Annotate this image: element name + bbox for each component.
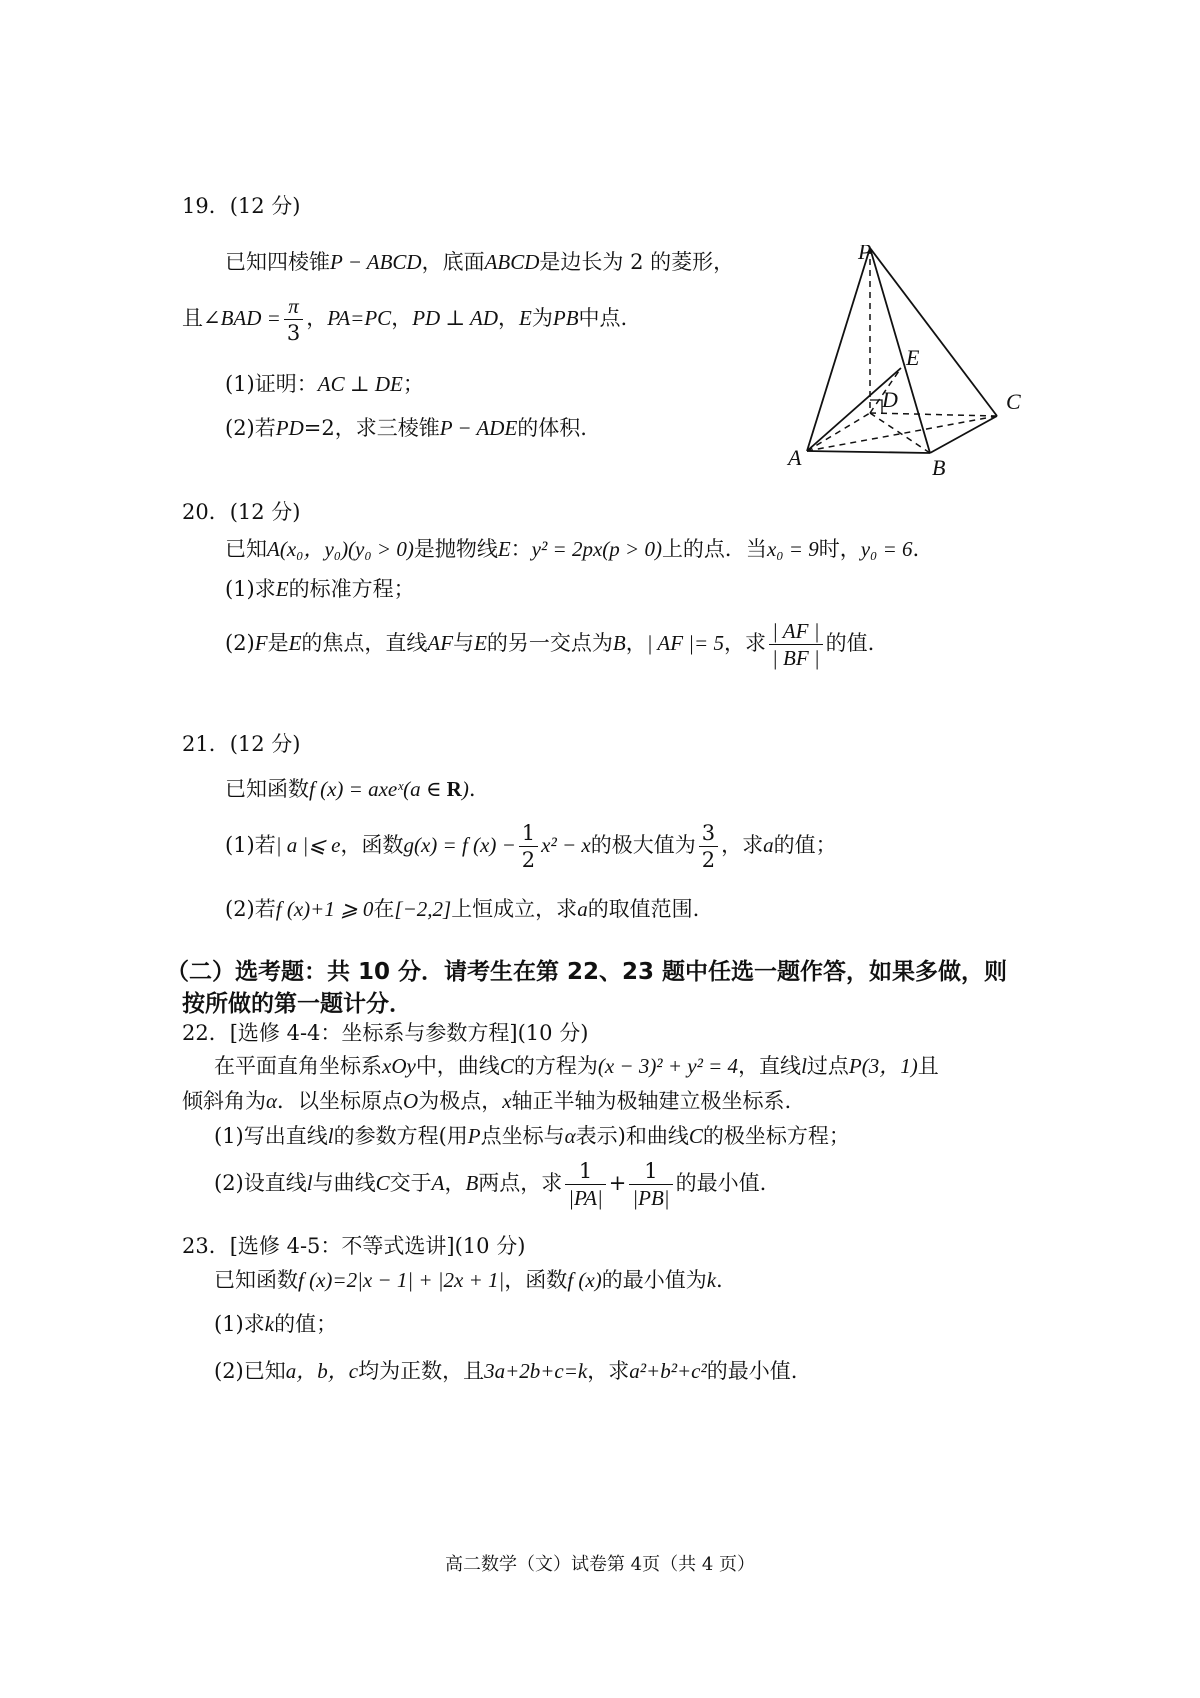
section2-line1: （二）选考题：共 10 分．请考生在第 22、23 题中任选一题作答，如果多做，则: [166, 959, 1008, 985]
q21-part1: (1)若| a |⩽ e，函数g(x) = f (x) − $\frac{1}{2}$ x² − x的极大值为 $\frac{3}{2}$ ，求a的值；: [225, 821, 837, 873]
q20-part2: (2)F是E的焦点，直线AF与E的另一交点为B，| AF |= 5，求 $\frac{| AF |}{| BF |}$ 的值.: [225, 619, 875, 671]
label-p: P: [858, 245, 872, 264]
q19-part2: (2)若PD=2，求三棱锥P − ADE的体积.: [225, 416, 587, 440]
q23-stem: 已知函数f (x)=2|x − 1| + |2x + 1|，函数f (x)的最小值为k.: [214, 1268, 723, 1292]
label-d: D: [882, 387, 898, 412]
pi-over-three-fraction: $\frac{\pi}{3}$: [284, 295, 303, 344]
q20-header: 20．(12 分): [182, 500, 301, 524]
q22-line1: 在平面直角坐标系xOy中，曲线C的方程为(x − 3)² + y² = 4，直线l过点P(3，1)且: [214, 1054, 939, 1078]
q23-header: 23．[选修 4-5：不等式选讲](10 分): [182, 1234, 526, 1258]
q22-header: 22．[选修 4-4：坐标系与参数方程](10 分): [182, 1021, 589, 1045]
af-over-bf-fraction: $\frac{| AF |}{| BF |}$: [769, 620, 823, 669]
one-half-fraction: $\frac{1}{2}$: [519, 822, 538, 871]
label-c: C: [1006, 389, 1021, 414]
q19-stem-line2: 且∠BAD = $\frac{\pi}{3}$ ，PA=PC，PD ⊥ AD，E为PB中点.: [182, 294, 628, 346]
q22-line2: 倾斜角为α．以坐标原点O为极点，x轴正半轴为极轴建立极坐标系.: [182, 1089, 792, 1113]
edge-ab: [807, 451, 930, 453]
edge-pa: [807, 248, 870, 451]
q19-part1: (1)证明：AC ⊥ DE；: [225, 372, 424, 396]
q19-header: 19．(12 分): [182, 194, 301, 218]
q20-part1: (1)求E的标准方程；: [225, 577, 415, 601]
q19-stem-line1: 已知四棱锥P − ABCD，底面ABCD是边长为 2 的菱形，: [225, 250, 735, 274]
q21-part2: (2)若f (x)+1 ⩾ 0在[−2,2]上恒成立，求a的取值范围.: [225, 897, 700, 921]
q21-stem: 已知函数f (x) = axeˣ(a ∈ R).: [225, 777, 476, 801]
edge-dc: [870, 413, 997, 416]
section2-line2: 按所做的第一题计分．: [182, 991, 412, 1017]
edge-db: [870, 413, 930, 453]
q23-part2: (2)已知a，b，c均为正数，且3a+2b+c=k，求a²+b²+c²的最小值.: [214, 1359, 798, 1383]
page-footer: 高二数学（文）试卷第 4页（共 4 页）: [444, 1554, 756, 1575]
q22-part2: (2)设直线l与曲线C交于A，B两点，求 $\frac{1}{|PA|}$ + $\frac{1}{|PB|}$ 的最小值.: [214, 1159, 767, 1211]
one-over-pb-fraction: $\frac{1}{|PB|}$: [629, 1160, 672, 1209]
one-over-pa-fraction: $\frac{1}{|PA|}$: [565, 1160, 606, 1209]
q23-part1: (1)求k的值；: [214, 1312, 338, 1336]
label-b: B: [932, 455, 946, 475]
q20-stem: 已知A(x₀，y₀)(y₀ > 0)是抛物线E：y² = 2px(p > 0)上的点．当x₀ = 9时，y₀ = 6.: [225, 537, 920, 561]
label-a: A: [788, 445, 802, 470]
label-e: E: [906, 345, 920, 370]
three-halves-fraction: $\frac{3}{2}$: [699, 822, 718, 871]
edge-pb: [870, 248, 930, 453]
q22-part1: (1)写出直线l的参数方程(用P点坐标与α表示)和曲线C的极坐标方程；: [214, 1124, 850, 1148]
q21-header: 21．(12 分): [182, 732, 301, 756]
pyramid-figure: [770, 245, 1040, 475]
